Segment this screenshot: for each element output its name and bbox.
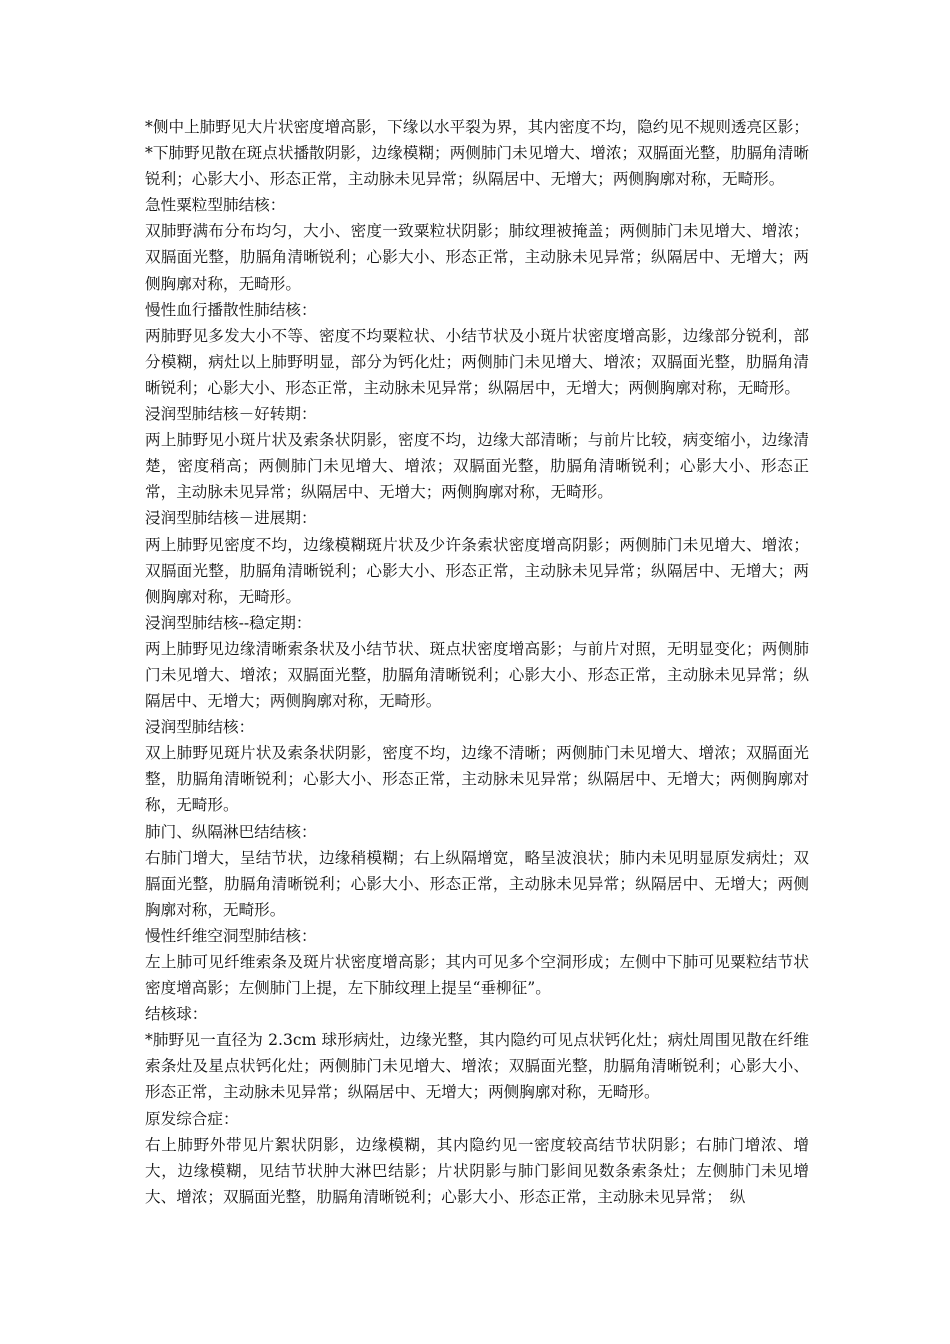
section-2-heading: 慢性血行播散性肺结核： (145, 300, 317, 319)
section-3-heading: 浸润型肺结核－好转期： (145, 405, 317, 424)
section-1-body: 双肺野满布分布均匀，大小、密度一致粟粒状阴影；肺纹理被掩盖；两侧肺门未见增大、增浓；双膈面光整，肋膈角清晰锐利；心影大小、形态正常，主动脉未见异常；纵隔居中、无增大；两侧胸廓对称，无畸形。 (145, 222, 809, 293)
section-1-heading: 急性粟粒型肺结核： (145, 196, 286, 215)
section-0-body: *侧中上肺野见大片状密度增高影，下缘以水平裂为界，其内密度不均，隐约见不规则透亮区影；*下肺野见散在斑点状播散阴影，边缘模糊；两侧肺门未见增大、增浓；双膈面光整，肋膈角清晰锐利；心影大小、形态正常，主动脉未见异常；纵隔居中、无增大；两侧胸廓对称，无畸形。 (145, 118, 809, 189)
section-4-body: 两上肺野见密度不均，边缘模糊斑片状及少许条索状密度增高阴影；两侧肺门未见增大、增浓；双膈面光整，肋膈角清晰锐利；心影大小、形态正常，主动脉未见异常；纵隔居中、无增大；两侧胸廓对称，无畸形。 (145, 535, 809, 606)
section-8-body: 左上肺可见纤维索条及斑片状密度增高影；其内可见多个空洞形成；左侧中下肺可见粟粒结节状密度增高影；左侧肺门上提，左下肺纹理上提呈“垂柳征”。 (145, 953, 809, 998)
section-6-heading: 浸润型肺结核： (145, 718, 255, 737)
section-3-body: 两上肺野见小斑片状及索条状阴影，密度不均，边缘大部清晰；与前片比较，病变缩小，边缘清楚，密度稍高；两侧肺门未见增大、增浓；双膈面光整，肋膈角清晰锐利；心影大小、形态正常，主动脉未见异常；纵隔居中、无增大；两侧胸廓对称，无畸形。 (145, 431, 809, 502)
section-9-body: *肺野见一直径为 2.3cm 球形病灶，边缘光整，其内隐约可见点状钙化灶；病灶周围见散在纤维索条灶及星点状钙化灶；两侧肺门未见增大、增浓；双膈面光整，肋膈角清晰锐利；心影大小、形态正常，主动脉未见异常；纵隔居中、无增大；两侧胸廓对称，无畸形。 (145, 1031, 809, 1102)
section-5-body: 两上肺野见边缘清晰索条状及小结节状、斑点状密度增高影；与前片对照，无明显变化；两侧肺门未见增大、增浓；双膈面光整，肋膈角清晰锐利；心影大小、形态正常，主动脉未见异常；纵隔居中、无增大；两侧胸廓对称，无畸形。 (145, 639, 809, 711)
section-10-body: 右上肺野外带见片絮状阴影，边缘模糊，其内隐约见一密度较高结节状阴影；右肺门增浓、增大，边缘模糊，见结节状肿大淋巴结影；片状阴影与肺门影间见数条索条灶；左侧肺门未见增大、增浓；双膈面光整，肋膈角清晰锐利；心影大小、形态正常，主动脉未见异常； 纵 (145, 1135, 809, 1206)
section-2-body: 两肺野见多发大小不等、密度不均粟粒状、小结节状及小斑片状密度增高影，边缘部分锐利，部分模糊，病灶以上肺野明显，部分为钙化灶；两侧肺门未见增大、增浓；双膈面光整，肋膈角清晰锐利；心影大小、形态正常，主动脉未见异常；纵隔居中，无增大；两侧胸廓对称，无畸形。 (145, 326, 809, 397)
section-7-body: 右肺门增大，呈结节状，边缘稍模糊；右上纵隔增宽，略呈波浪状；肺内未见明显原发病灶；双膈面光整，肋膈角清晰锐利；心影大小、形态正常，主动脉未见异常；纵隔居中、无增大；两侧胸廓对称，无畸形。 (145, 848, 809, 919)
document-page (145, 114, 809, 1210)
section-9-heading: 结核球： (145, 1005, 208, 1024)
section-4-heading: 浸润型肺结核－进展期： (145, 509, 317, 528)
section-5-heading: 浸润型肺结核--稳定期： (145, 613, 312, 632)
section-8-heading: 慢性纤维空洞型肺结核： (145, 926, 317, 945)
section-10-heading: 原发综合症： (145, 1109, 239, 1128)
section-6-body: 双上肺野见斑片状及索条状阴影，密度不均，边缘不清晰；两侧肺门未见增大、增浓；双膈面光整，肋膈角清晰锐利；心影大小、形态正常，主动脉未见异常；纵隔居中、无增大；两侧胸廓对称，无畸形。 (145, 744, 809, 815)
section-7-heading: 肺门、纵隔淋巴结结核： (145, 822, 317, 841)
